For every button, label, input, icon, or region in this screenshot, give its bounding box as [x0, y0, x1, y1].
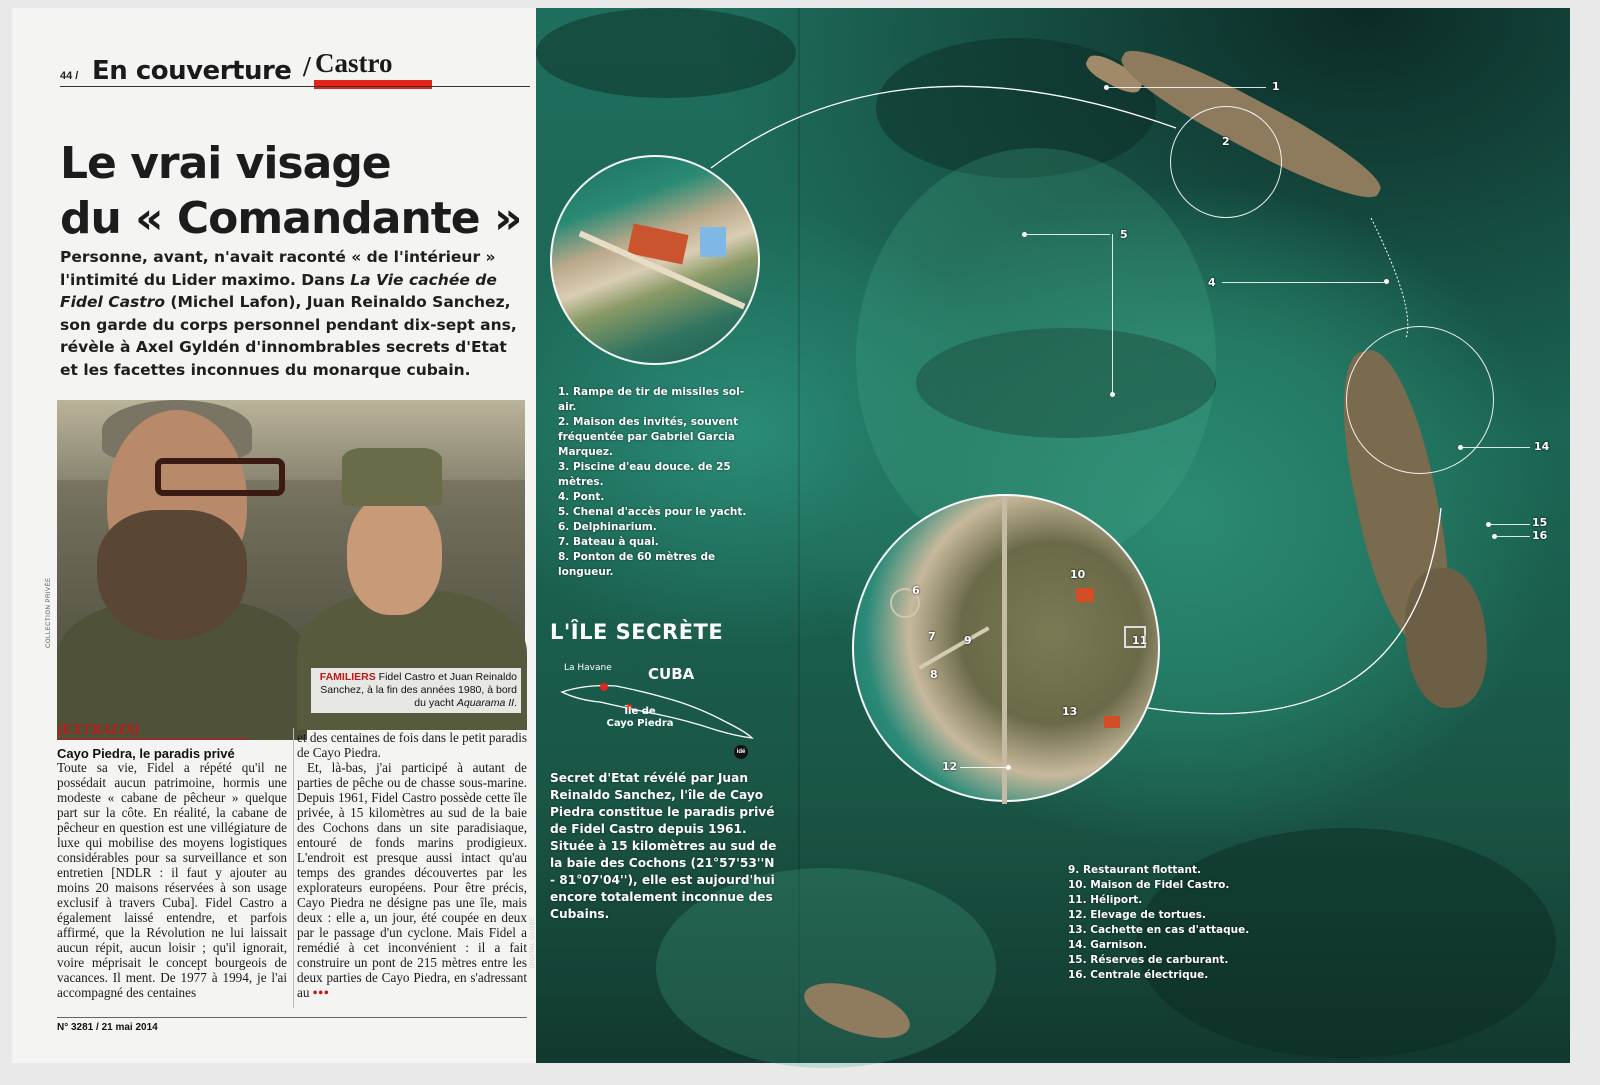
header-rule — [60, 86, 530, 87]
zoom-circle-north — [550, 155, 760, 365]
legend-item: 15. Réserves de carburant. — [1068, 954, 1229, 966]
excerpt-column-2 — [297, 730, 527, 1010]
zoom-circle-south — [852, 494, 1160, 802]
country-label: CUBA — [648, 665, 695, 683]
excerpt-kicker: [EXTRAITS] — [57, 722, 140, 738]
castro-house-roof — [1076, 588, 1094, 602]
marker-8: 8 — [930, 668, 938, 681]
book-title: La Vie cachée de Fidel Castro — [60, 270, 497, 311]
legend-list-2 — [1068, 863, 1268, 983]
column-divider — [293, 728, 294, 1008]
leader-line — [1496, 536, 1530, 537]
legend-item: 16. Centrale électrique. — [1068, 969, 1209, 981]
section-header — [60, 48, 530, 94]
caption-end: . — [514, 697, 517, 709]
map-credit: DIGITAL GLOBE — [530, 916, 536, 968]
havana-label: La Havane — [564, 663, 612, 673]
tag-underline — [314, 80, 432, 89]
legend-item: 12. Elevage de tortues. — [1068, 909, 1206, 921]
satellite-map — [530, 8, 1570, 1063]
excerpt-subhead: Cayo Piedra, le paradis privé — [57, 746, 235, 761]
standfirst-part-1: Personne, avant, n'avait raconté « de l'intérieur » l'intimité du Lider maximo. Dans — [60, 248, 496, 289]
leader-line — [1112, 234, 1113, 394]
section-tag: Castro — [315, 48, 393, 78]
legend-item: 10. Maison de Fidel Castro. — [1068, 879, 1230, 891]
standfirst — [60, 246, 530, 381]
juan-figure-head — [347, 495, 442, 615]
marker-dot — [1006, 765, 1011, 770]
legend-item: 9. Restaurant flottant. — [1068, 864, 1202, 876]
caption-text: Fidel Castro et Juan Reinaldo Sanchez, à la fin des années 1980, à bord du yacht — [320, 671, 517, 709]
fidel-figure-beard — [97, 510, 247, 640]
caption-label: FAMILIERS — [319, 671, 376, 683]
marker-7: 7 — [928, 630, 936, 643]
glasses-icon — [155, 458, 285, 496]
column-2-para-1: et des centaines de fois dans le petit paradis de Cayo Piedra. — [297, 730, 527, 760]
island-label-line-2: Cayo Piedra — [606, 718, 674, 729]
marker-10: 10 — [1070, 568, 1086, 581]
legend-item: 3. Piscine d'eau douce. de 25 mètres. — [558, 461, 731, 488]
leader-line — [1222, 282, 1384, 283]
marker-13: 13 — [1062, 705, 1078, 718]
legend-item: 1. Rampe de tir de missiles sol-air. — [558, 386, 745, 413]
photo-credit: COLLECTION PRIVÉE — [46, 577, 52, 648]
left-page — [12, 8, 536, 1063]
leader-line — [1026, 234, 1110, 235]
section-label: En couverture — [92, 56, 292, 86]
leader-line — [960, 767, 1006, 768]
title-line-1: Le vrai visage — [60, 138, 391, 189]
footer-rule — [57, 1017, 527, 1018]
article-title — [60, 136, 530, 246]
arc-to-mini2 — [1148, 508, 1441, 714]
excerpt-column-1 — [57, 760, 287, 1010]
marker-14: 14 — [1534, 440, 1550, 453]
leader-line — [1490, 524, 1530, 525]
island-label-line-1: Île de — [624, 706, 656, 717]
caption-yacht: Aquarama II — [456, 697, 515, 709]
marker-16: 16 — [1532, 529, 1548, 542]
issue-info: N° 3281 / 21 mai 2014 — [57, 1022, 158, 1033]
column-2-para-2-text: Et, là-bas, j'ai participé à autant de parties de pêche ou de chasse sous-marine. Depuis 1961, Fidel Castro possède cette île privée, à 15 kilomètres au sud de la baie des Cochons dans un site paradisiaque, entouré de fonds marins prodigieux. L'endroit est presque aussi intact qu'au temps des grandes découvertes par les explorateurs européens. Pour être précis, Cayo Piedra ne désigne pas une île, mais deux : elle a, un jour, été coupée en deux par le passage d'un cyclone. Mais Fidel a remédié à cet inconvénient : il a fait construire un pont de 215 mètres entre les deux parties de Cayo Piedra, en s'adressant au — [297, 760, 527, 1000]
leader-line — [1462, 447, 1530, 448]
marker-dot — [1384, 279, 1389, 284]
legend-item: 14. Garnison. — [1068, 939, 1148, 951]
callout-ring-garrison — [1346, 326, 1494, 474]
marker-1: 1 — [1272, 80, 1280, 93]
legend-item: 7. Bateau à quai. — [558, 536, 659, 548]
title-line-2: du « Comandante » — [60, 193, 522, 244]
legend-item: 4. Pont. — [558, 491, 605, 503]
pool — [700, 227, 726, 257]
leader-line — [1108, 87, 1266, 88]
bunker-roof — [1104, 716, 1120, 728]
legend-item: 11. Héliport. — [1068, 894, 1143, 906]
kicker-rule — [57, 739, 249, 740]
marker-5: 5 — [1120, 228, 1128, 241]
callout-ring-guest-house — [1170, 106, 1282, 218]
standfirst-part-2: (Michel Lafon), Juan Reinaldo Sanchez, son garde du corps personnel pendant dix-sept ans, révèle à Axel Gyldén d'innombrables secrets d'Etat et les facettes inconnues du monarque cubain. — [60, 293, 517, 379]
section-slash: / — [303, 52, 311, 83]
bridge-line — [1371, 218, 1408, 338]
legend-list-1 — [558, 385, 758, 580]
havana-marker-icon — [600, 683, 608, 691]
photo-fidel-and-juan — [57, 400, 525, 715]
legend-item: 5. Chenal d'accès pour le yacht. — [558, 506, 747, 518]
marker-2: 2 — [1222, 135, 1230, 148]
ide-logo-icon: idé — [734, 745, 748, 759]
page-number: 44 / — [60, 70, 79, 82]
juan-figure-cap — [342, 448, 442, 506]
marker-4: 4 — [1208, 276, 1216, 289]
legend-item: 13. Cachette en cas d'attaque. — [1068, 924, 1250, 936]
marker-6: 6 — [912, 584, 920, 597]
legend-item: 8. Ponton de 60 mètres de longueur. — [558, 551, 716, 578]
photo-caption — [311, 668, 521, 713]
marker-12: 12 — [942, 760, 958, 773]
continue-dots-icon: ••• — [312, 985, 330, 1000]
road — [1002, 496, 1007, 804]
marker-9: 9 — [964, 634, 972, 647]
map-intro-text: Secret d'Etat révélé par Juan Reinaldo Sanchez, l'île de Cayo Piedra constitue le paradis privé de Fidel Castro depuis 1961. Située à 15 kilomètres au sud de la baie des Cochons (21°57'53''N - 81°07'04''), elle est aujourd'hui encore totalement inconnue des Cubains. — [550, 771, 777, 921]
column-2-para-2 — [297, 760, 527, 1000]
arc-to-mini1 — [711, 86, 1176, 168]
legend-item: 2. Maison des invités, souvent fréquentée par Gabriel Garcia Marquez. — [558, 416, 739, 458]
marker-15: 15 — [1532, 516, 1548, 529]
legend-item: 6. Delphinarium. — [558, 521, 657, 533]
column-1-text: Toute sa vie, Fidel a répété qu'il ne possédait aucun patrimoine, hormis une modeste « cabane de pêcheur » quelque part sur la côte. En réalité, la cabane de pêcheur en question est une villégiature de luxe qui mobilise des moyens logistiques considérables pour sa surveillance et son entretien [NDLR : il faut y ajouter au moins 20 maisons réservées à son usage exclusif à travers Cuba]. Fidel Castro a également laissé entendre, et parfois affirmé, que la Révolution ne lui laissait aucun répit, aucun loisir ; qu'il ignorait, voire méprisait le concept bourgeois de vacances. Il ment. De 1977 à 1994, je l'ai accompagné des centaines — [57, 760, 287, 1000]
section-title-secret-island: L'ÎLE SECRÈTE — [550, 620, 724, 644]
marker-dot — [1110, 392, 1115, 397]
island-label — [600, 706, 680, 730]
marker-11: 11 — [1132, 634, 1148, 647]
